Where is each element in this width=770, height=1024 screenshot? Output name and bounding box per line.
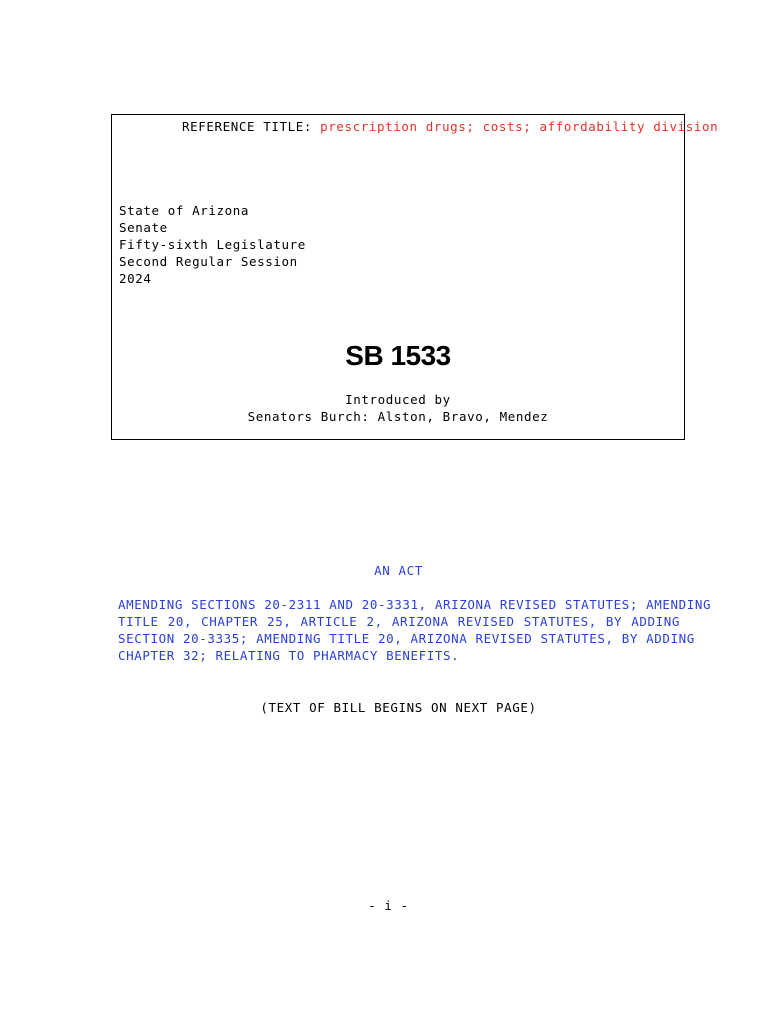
bill-number: SB 1533 [345, 340, 451, 371]
page-number: - i - [368, 898, 409, 913]
act-title-line: AMENDING SECTIONS 20-2311 AND 20-3331, ARIZONA REVISED STATUTES; AMENDING [118, 597, 712, 612]
act-title-line: TITLE 20, CHAPTER 25, ARTICLE 2, ARIZONA REVISED STATUTES, BY ADDING [118, 614, 680, 629]
bill-cover-box [111, 114, 719, 440]
reference-title-line [182, 118, 718, 135]
act-title-text [118, 596, 712, 664]
act-heading: AN ACT [374, 563, 423, 578]
legislature-info [119, 202, 306, 287]
legislature-number: Fifty-sixth Legislature [119, 237, 306, 252]
text-begins-note: (TEXT OF BILL BEGINS ON NEXT PAGE) [260, 700, 537, 715]
state-name: State of Arizona [119, 203, 250, 218]
session-name: Second Regular Session [119, 254, 298, 269]
introduced-by-label: Introduced by [345, 392, 451, 407]
reference-title-label: REFERENCE TITLE: [182, 119, 313, 134]
chamber-name: Senate [119, 220, 168, 235]
sponsors-list: Senators Burch: Alston, Bravo, Mendez [247, 409, 549, 424]
act-title-line: CHAPTER 32; RELATING TO PHARMACY BENEFITS. [118, 648, 460, 663]
act-title-line: SECTION 20-3335; AMENDING TITLE 20, ARIZONA REVISED STATUTES, BY ADDING [118, 631, 695, 646]
introduction-block [112, 391, 684, 425]
session-year: 2024 [119, 271, 152, 286]
reference-title-value: prescription drugs; costs; affordability division [320, 119, 719, 134]
